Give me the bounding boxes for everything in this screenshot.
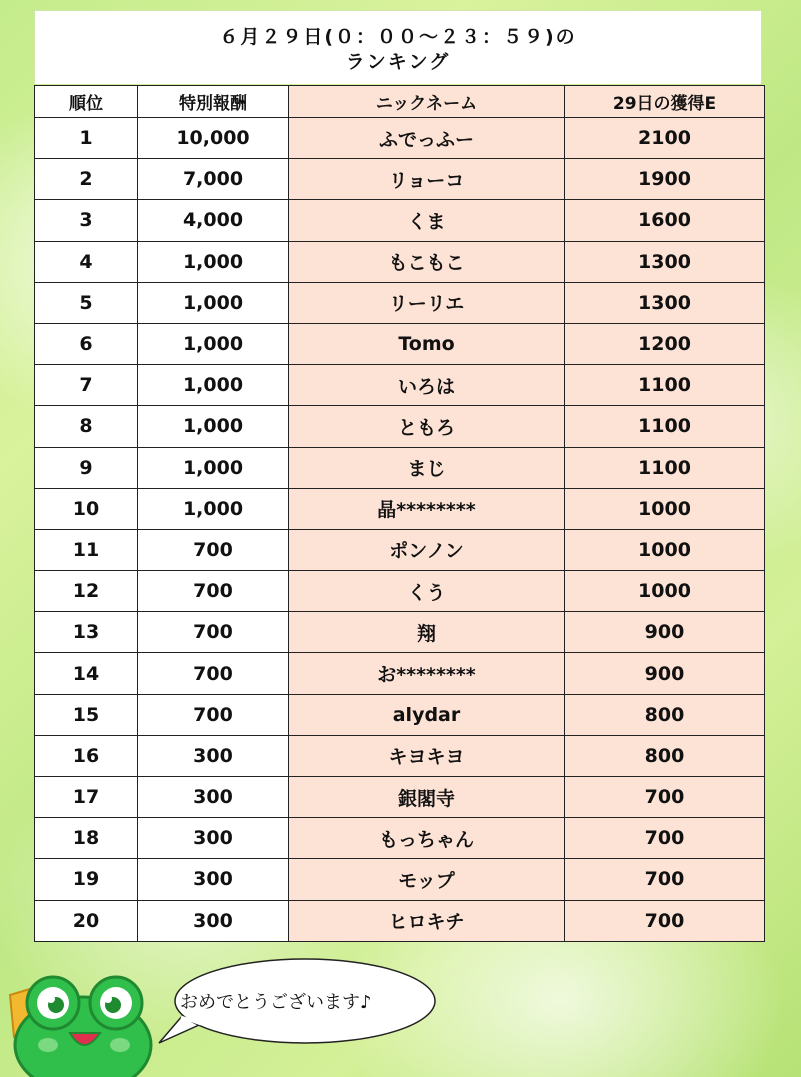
table-row [35, 900, 765, 941]
nickname-cell: リーリエ [289, 282, 565, 323]
rank-cell: 5 [35, 282, 138, 323]
table-row [35, 859, 765, 900]
title-line-2: ランキング [345, 51, 451, 73]
nickname-cell: モップ [289, 859, 565, 900]
table-row [35, 406, 765, 447]
reward-cell: 1,000 [138, 323, 289, 364]
earned-cell: 700 [565, 777, 765, 818]
earned-cell: 1000 [565, 529, 765, 570]
reward-cell: 1,000 [138, 406, 289, 447]
rank-cell: 11 [35, 529, 138, 570]
rank-cell: 16 [35, 735, 138, 776]
nickname-cell: くま [289, 200, 565, 241]
nickname-cell: ともろ [289, 406, 565, 447]
title-line-1: ６月２９日(０：００～２３：５９)の [219, 26, 577, 48]
table-row [35, 200, 765, 241]
table-row [35, 653, 765, 694]
earned-cell: 900 [565, 653, 765, 694]
table-row [35, 159, 765, 200]
rank-cell: 17 [35, 777, 138, 818]
ranking-table [34, 85, 765, 942]
earned-cell: 1000 [565, 488, 765, 529]
nickname-cell: 銀閣寺 [289, 777, 565, 818]
reward-cell: 1,000 [138, 365, 289, 406]
rank-cell: 7 [35, 365, 138, 406]
reward-cell: 7,000 [138, 159, 289, 200]
rank-cell: 9 [35, 447, 138, 488]
nickname-cell: リョーコ [289, 159, 565, 200]
header-earned: 29日の獲得E [565, 86, 765, 118]
table-row [35, 241, 765, 282]
table-row [35, 323, 765, 364]
frog-mascot-icon [8, 975, 158, 1077]
reward-cell: 1,000 [138, 447, 289, 488]
reward-cell: 700 [138, 529, 289, 570]
table-row [35, 694, 765, 735]
earned-cell: 800 [565, 694, 765, 735]
header-reward: 特別報酬 [138, 86, 289, 118]
table-row [35, 282, 765, 323]
congrats-message: おめでとうございます♪ [180, 992, 372, 1013]
table-row [35, 118, 765, 159]
header-rank: 順位 [35, 86, 138, 118]
reward-cell: 300 [138, 818, 289, 859]
reward-cell: 700 [138, 571, 289, 612]
earned-cell: 1000 [565, 571, 765, 612]
table-header-row [35, 86, 765, 118]
rank-cell: 8 [35, 406, 138, 447]
earned-cell: 800 [565, 735, 765, 776]
rank-cell: 6 [35, 323, 138, 364]
reward-cell: 700 [138, 653, 289, 694]
reward-cell: 1,000 [138, 488, 289, 529]
earned-cell: 1600 [565, 200, 765, 241]
nickname-cell: ふでっふー [289, 118, 565, 159]
earned-cell: 1100 [565, 365, 765, 406]
rank-cell: 4 [35, 241, 138, 282]
nickname-cell: ヒロキチ [289, 900, 565, 941]
table-row [35, 612, 765, 653]
earned-cell: 1900 [565, 159, 765, 200]
table-row [35, 488, 765, 529]
earned-cell: 700 [565, 859, 765, 900]
earned-cell: 700 [565, 900, 765, 941]
reward-cell: 300 [138, 900, 289, 941]
nickname-cell: お******** [289, 653, 565, 694]
table-row [35, 777, 765, 818]
reward-cell: 300 [138, 735, 289, 776]
nickname-cell: alydar [289, 694, 565, 735]
ranking-title [34, 10, 762, 84]
reward-cell: 4,000 [138, 200, 289, 241]
table-row [35, 735, 765, 776]
nickname-cell: くう [289, 571, 565, 612]
rank-cell: 20 [35, 900, 138, 941]
rank-cell: 19 [35, 859, 138, 900]
earned-cell: 1300 [565, 241, 765, 282]
table-row [35, 447, 765, 488]
rank-cell: 2 [35, 159, 138, 200]
earned-cell: 1300 [565, 282, 765, 323]
rank-cell: 3 [35, 200, 138, 241]
nickname-cell: もこもこ [289, 241, 565, 282]
earned-cell: 1100 [565, 447, 765, 488]
rank-cell: 18 [35, 818, 138, 859]
nickname-cell: ポンノン [289, 529, 565, 570]
nickname-cell: もっちゃん [289, 818, 565, 859]
rank-cell: 1 [35, 118, 138, 159]
rank-cell: 14 [35, 653, 138, 694]
earned-cell: 1200 [565, 323, 765, 364]
nickname-cell: 晶******** [289, 488, 565, 529]
rank-cell: 13 [35, 612, 138, 653]
nickname-cell: Tomo [289, 323, 565, 364]
rank-cell: 10 [35, 488, 138, 529]
reward-cell: 700 [138, 694, 289, 735]
reward-cell: 700 [138, 612, 289, 653]
earned-cell: 900 [565, 612, 765, 653]
header-nickname: ニックネーム [289, 86, 565, 118]
reward-cell: 300 [138, 777, 289, 818]
reward-cell: 10,000 [138, 118, 289, 159]
reward-cell: 1,000 [138, 241, 289, 282]
ranking-body [35, 118, 765, 942]
earned-cell: 1100 [565, 406, 765, 447]
nickname-cell: いろは [289, 365, 565, 406]
table-row [35, 571, 765, 612]
table-row [35, 365, 765, 406]
nickname-cell: 翔 [289, 612, 565, 653]
rank-cell: 15 [35, 694, 138, 735]
earned-cell: 700 [565, 818, 765, 859]
earned-cell: 2100 [565, 118, 765, 159]
table-row [35, 529, 765, 570]
rank-cell: 12 [35, 571, 138, 612]
reward-cell: 1,000 [138, 282, 289, 323]
nickname-cell: まじ [289, 447, 565, 488]
table-row [35, 818, 765, 859]
reward-cell: 300 [138, 859, 289, 900]
nickname-cell: キヨキヨ [289, 735, 565, 776]
